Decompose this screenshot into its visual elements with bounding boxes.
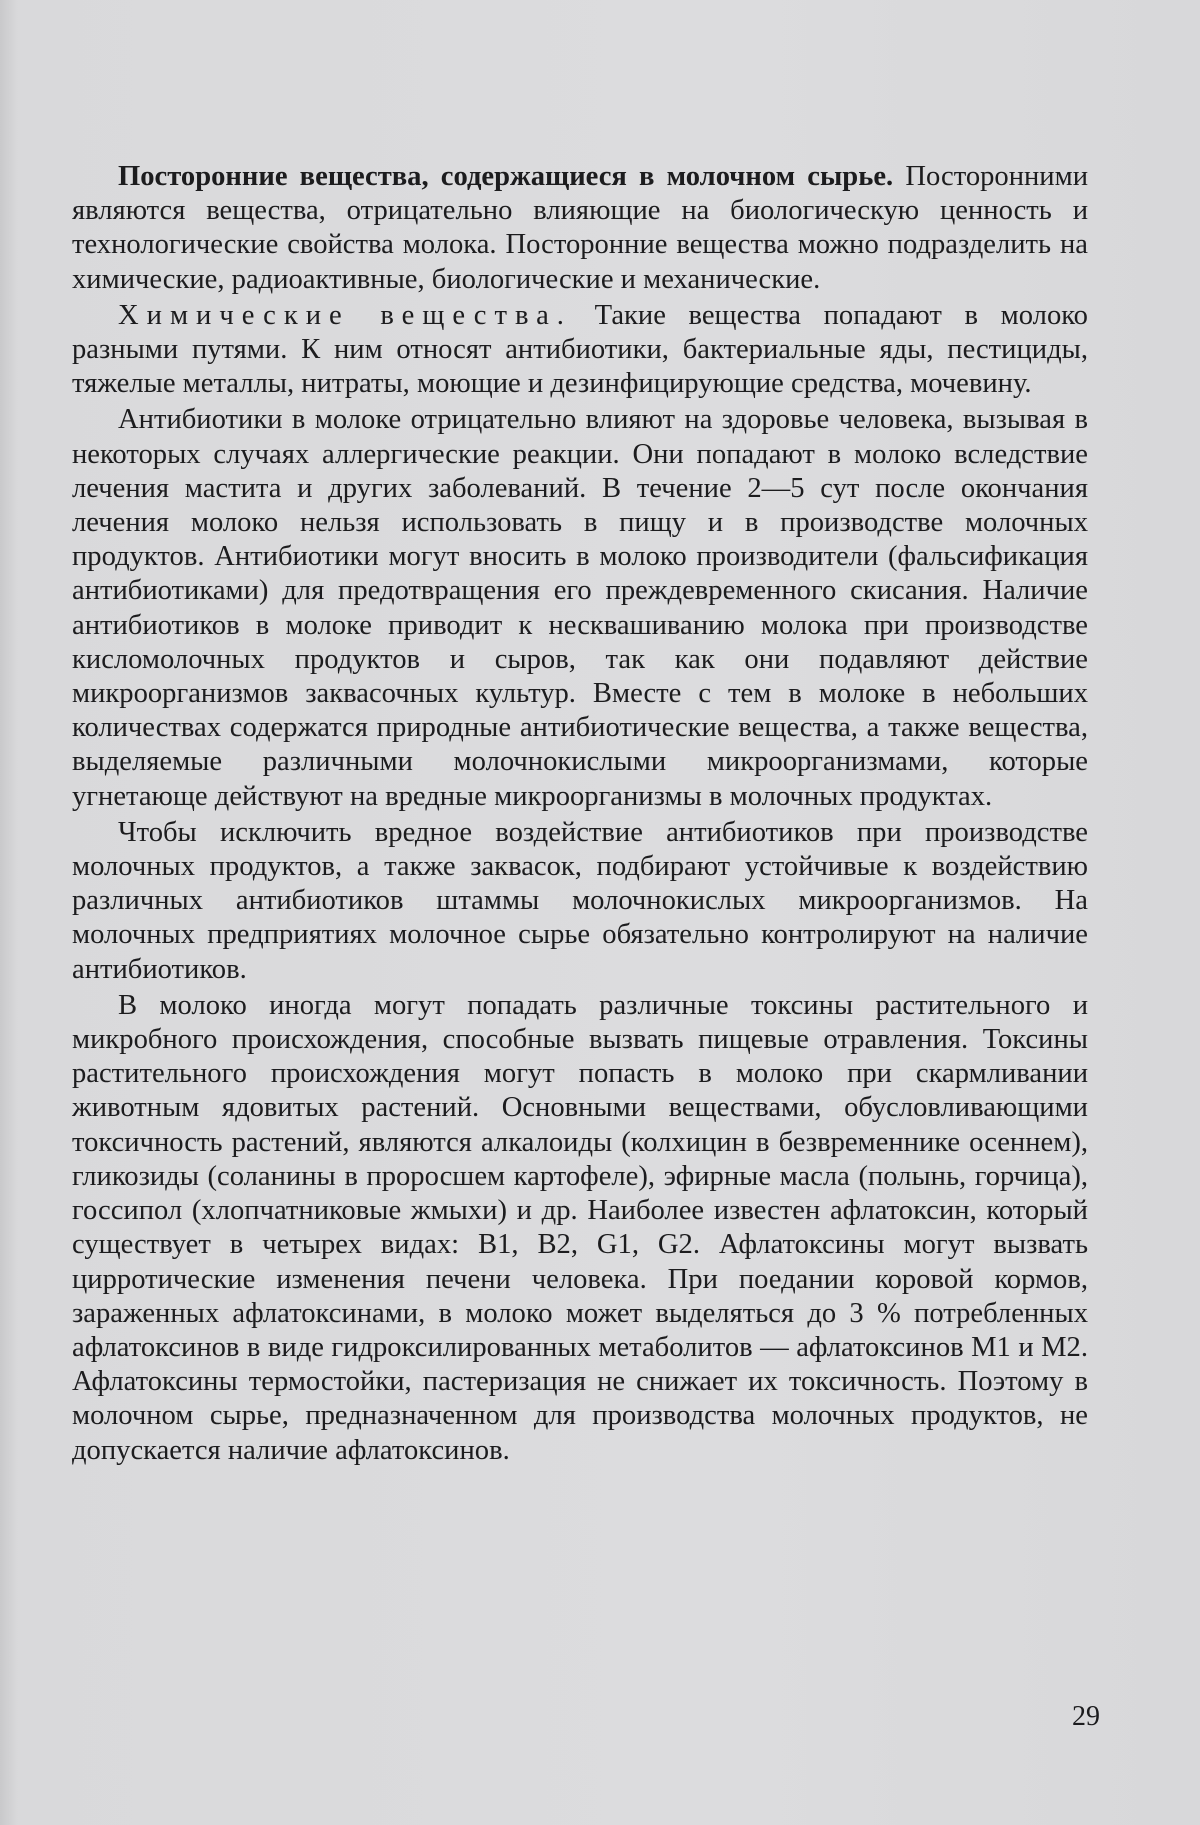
paragraph-antibiotics-control: Чтобы исключить вредное воздействие антибиотиков при производстве молочных продуктов, а также заквасок, подбирают устойчивые к воздействию различных антибиотиков штаммы молочнокислых микроорганизмов. На молочных предприятиях молочное сырье обязательно контролируют на наличие антибиотиков. <box>72 816 1088 985</box>
page-text <box>72 160 1088 1470</box>
chemical-subheading: Химические вещества. <box>118 299 572 331</box>
paragraph-toxins: В молоко иногда могут попадать различные токсины растительного и микробного происхождения, способные вызвать пищевые отравления. Токсины растительного происхождения могут попасть в молоко при скармливании животным ядовитых растений. Основными веществами, обусловливающими токсичность растений, являются алкалоиды (колхицин в безвременнике осеннем), гликозиды (соланины в проросшем картофеле), эфирные масла (полынь, горчица), госсипол (хлопчатниковые жмыхи) и др. Наиболее известен афлатоксин, который существует в четырех видах: B1, B2, G1, G2. Афлатоксины могут вызвать цирротические изменения печени человека. При поедании коровой кормов, зараженных афлатоксинами, в молоко может выделяться до 3 % потребленных афлатоксинов в виде гидроксилированных метаболитов — афлатоксинов M1 и M2. Афлатоксины термостойки, пастеризация не снижает их токсичность. Поэтому в молочном сырье, предназначенном для производства молочных продуктов, не допускается наличие афлатоксинов. <box>72 989 1088 1466</box>
section-heading: Посторонние вещества, содержащиеся в молочном сырье. <box>118 161 894 192</box>
paragraph-antibiotics: Антибиотики в молоке отрицательно влияют на здоровье человека, вызывая в некоторых случаях аллергические реакции. Они попадают в молоко вследствие лечения мастита и других заболеваний. В течение 2—5 сут после окончания лечения молоко нельзя использовать в пищу и в производстве молочных продуктов. Антибиотики могут вносить в молоко производители (фальсификация антибиотиками) для предотвращения его преждевременного скисания. Наличие антибиотиков в молоке приводит к несквашиванию молока при производстве кисломолочных продуктов и сыров, так как они подавляют действие микроорганизмов заквасочных культур. Вместе с тем в молоке в небольших количествах содержатся природные антибиотические вещества, а также вещества, выделяемые различными молочнокислыми микроорганизмами, которые угнетающе действуют на вредные микроорганизмы в молочных продуктах. <box>72 404 1088 812</box>
chemical-text: Такие вещества попадают в молоко разными путями. К ним относят антибиотики, бактериальные яды, пестициды, тяжелые металлы, нитраты, моющие и дезинфицирующие средства, мочевину. <box>72 299 1088 400</box>
paragraph-foreign-substances <box>72 160 1088 297</box>
paragraph-chemical-substances <box>72 299 1088 402</box>
section-intro: Посторонними являются вещества, отрицательно влияющие на биологическую ценность и технологические свойства молока. Посторонние вещества можно подразделить на химические, радиоактивные, биологические и механические. <box>72 161 1089 295</box>
page-number: 29 <box>1072 1701 1100 1732</box>
